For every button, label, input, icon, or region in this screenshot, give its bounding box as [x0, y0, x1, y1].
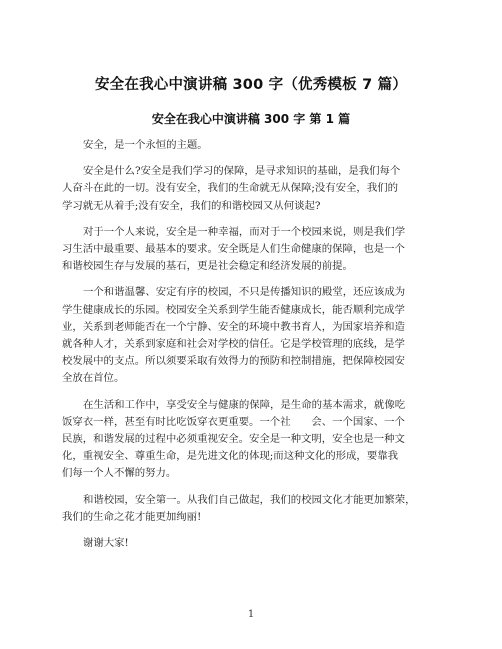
paragraph-line: 对于一个人来说，安全是一种幸福，而对于一个校园来说，则是我们学 — [83, 225, 406, 238]
paragraph-line: 就各种人才，关系到家庭和社会对学校的信任。它是学校管理的底线，是学 — [62, 338, 405, 351]
paragraph-line: 校发展中的支点。所以须要采取有效得力的预防和控制措施，把保障校园安 — [62, 355, 405, 368]
paragraph-line: 学生健康成长的乐园。校园安全关系到学生能否健康成长，能否顺利完成学 — [62, 303, 405, 316]
paragraph — [62, 397, 442, 483]
paragraph — [62, 492, 442, 526]
paragraph-line: 业，关系到老师能否在一个宁静、安全的环境中教书育人，为国家培养和造 — [62, 320, 405, 333]
paragraph-line: 们每一个人不懈的努力。 — [62, 467, 177, 480]
paragraph-line: 安全是什么?安全是我们学习的保障，是寻求知识的基础，是我们每个 — [83, 165, 401, 178]
document-body — [62, 137, 442, 561]
paragraph — [62, 137, 442, 154]
paragraph-line: 学习就无从着手;没有安全，我们的和谐校园又从何谈起? — [62, 199, 321, 212]
paragraph-line: 谢谢大家! — [83, 537, 129, 550]
paragraph-line: 全放在首位。 — [62, 372, 125, 385]
paragraph — [62, 163, 442, 215]
paragraph-line: 化，重视安全、尊重生命，是先进文化的体现;而这种文化的形成，要靠我 — [62, 450, 398, 463]
paragraph-line: 安全，是一个永恒的主题。 — [83, 139, 208, 151]
section-title: 安全在我心中演讲稿 300 字 第 1 篇 — [151, 112, 351, 126]
paragraph-line: 和谐校园，安全第一。从我们自己做起，我们的校园文化才能更加繁荣， — [83, 493, 416, 506]
paragraph — [62, 535, 442, 552]
paragraph — [62, 224, 442, 276]
paragraph-line: 我们的生命之花才能更加绚丽! — [62, 510, 202, 523]
document-title: 安全在我心中演讲稿 300 字（优秀模板 7 篇） — [94, 77, 408, 93]
page-number: 1 — [247, 609, 255, 620]
paragraph-line: 和谐校园生存与发展的基石，更是社会稳定和经济发展的前提。 — [62, 260, 353, 273]
paragraph-line: 人奋斗在此的一切。没有安全，我们的生命就无从保障;没有安全，我们的 — [62, 182, 398, 195]
paragraph — [62, 284, 442, 387]
paragraph-line: 习生活中最重要、最基本的要求。安全既是人们生命健康的保障，也是一个 — [62, 243, 405, 256]
paragraph-line: 在生活和工作中，享受安全与健康的保障，是生命的基本需求，就像吃 — [83, 398, 406, 411]
paragraph-line: 饭穿衣一样，甚至有时比吃饭穿衣更重要。一个社 会、一个国家、一个 — [62, 415, 405, 428]
paragraph-line: 一个和谐温馨、安定有序的校园，不只是传播知识的殿堂，还应该成为 — [83, 286, 406, 299]
paragraph-line: 民族，和谐发展的过程中必须重视安全。安全是一种文明，安全也是一种文 — [62, 433, 405, 446]
